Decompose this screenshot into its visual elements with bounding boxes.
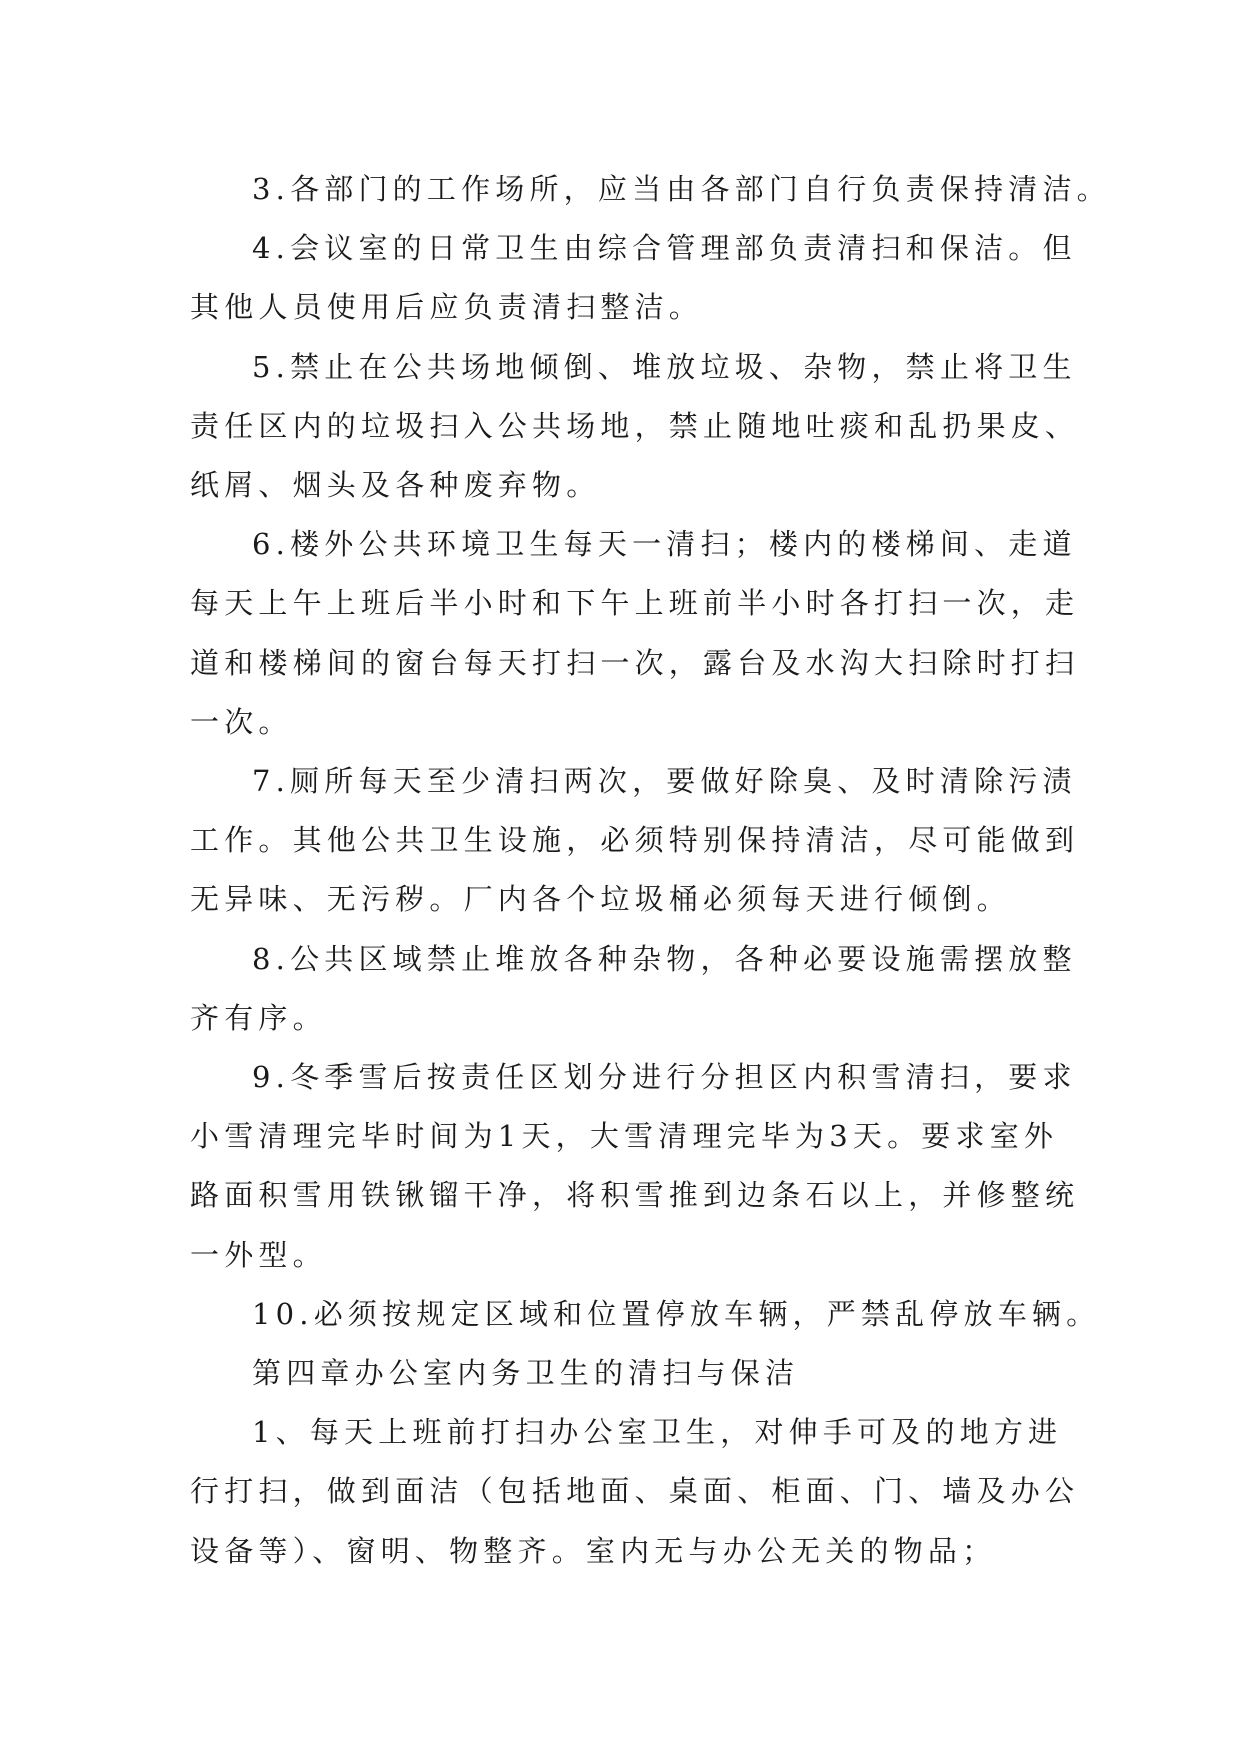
document-body <box>190 160 1111 1581</box>
text-line: 纸屑、烟头及各种废弃物。 <box>190 468 601 503</box>
paragraph-9 <box>190 1048 1080 1285</box>
paragraph-8 <box>190 930 1077 1048</box>
text-line: 道和楼梯间的窗台每天打扫一次，露台及水沟大扫除时打扫 <box>190 645 1080 680</box>
text-line: 设备等）、窗明、物整齐。室内无与办公无关的物品； <box>190 1533 997 1568</box>
text-line: 小雪清理完毕时间为1天，大雪清理完毕为3天。要求室外 <box>190 1119 1059 1154</box>
paragraph-10 <box>190 1285 1101 1344</box>
paragraph-6 <box>190 515 1080 752</box>
text-line: 一次。 <box>190 704 293 739</box>
text-line: 6.楼外公共环境卫生每天一清扫；楼内的楼梯间、走道 <box>252 527 1077 562</box>
text-line: 路面积雪用铁锹镏干净，将积雪推到边条石以上，并修整统 <box>190 1178 1080 1213</box>
text-line: 责任区内的垃圾扫入公共场地，禁止随地吐痰和乱扔果皮、 <box>190 408 1080 443</box>
paragraph-4 <box>190 219 1077 337</box>
paragraph-1 <box>190 1403 1080 1581</box>
text-line: 5.禁止在公共场地倾倒、堆放垃圾、杂物，禁止将卫生 <box>252 349 1077 384</box>
text-line: 齐有序。 <box>190 1000 327 1035</box>
text-line: 3.各部门的工作场所，应当由各部门自行负责保持清洁。 <box>252 172 1111 206</box>
text-line: 工作。其他公共卫生设施，必须特别保持清洁，尽可能做到 <box>190 823 1080 858</box>
paragraph-7 <box>190 752 1080 930</box>
text-line: 无异味、无污秽。厂内各个垃圾桶必须每天进行倾倒。 <box>190 882 1011 917</box>
text-line: 1、每天上班前打扫办公室卫生，对伸手可及的地方进 <box>252 1415 1063 1450</box>
text-line: 每天上午上班后半小时和下午上班前半小时各打扫一次，走 <box>190 586 1080 621</box>
paragraph-3 <box>190 160 1111 219</box>
text-line: 其他人员使用后应负责清扫整洁。 <box>190 290 704 325</box>
chapter-heading <box>190 1344 1050 1403</box>
text-line: 一外型。 <box>190 1237 327 1272</box>
text-line: 行打扫，做到面洁（包括地面、桌面、柜面、门、墙及办公 <box>190 1474 1080 1509</box>
text-line: 7.厕所每天至少清扫两次，要做好除臭、及时清除污渍 <box>252 764 1077 799</box>
text-line: 第四章办公室内务卫生的清扫与保洁 <box>252 1356 800 1391</box>
text-line: 9.冬季雪后按责任区划分进行分担区内积雪清扫，要求 <box>252 1060 1077 1095</box>
paragraph-5 <box>190 338 1080 516</box>
text-line: 4.会议室的日常卫生由综合管理部负责清扫和保洁。但 <box>252 231 1077 266</box>
text-line: 8.公共区域禁止堆放各种杂物，各种必要设施需摆放整 <box>252 941 1077 976</box>
text-line: 10.必须按规定区域和位置停放车辆，严禁乱停放车辆。 <box>252 1296 1101 1331</box>
